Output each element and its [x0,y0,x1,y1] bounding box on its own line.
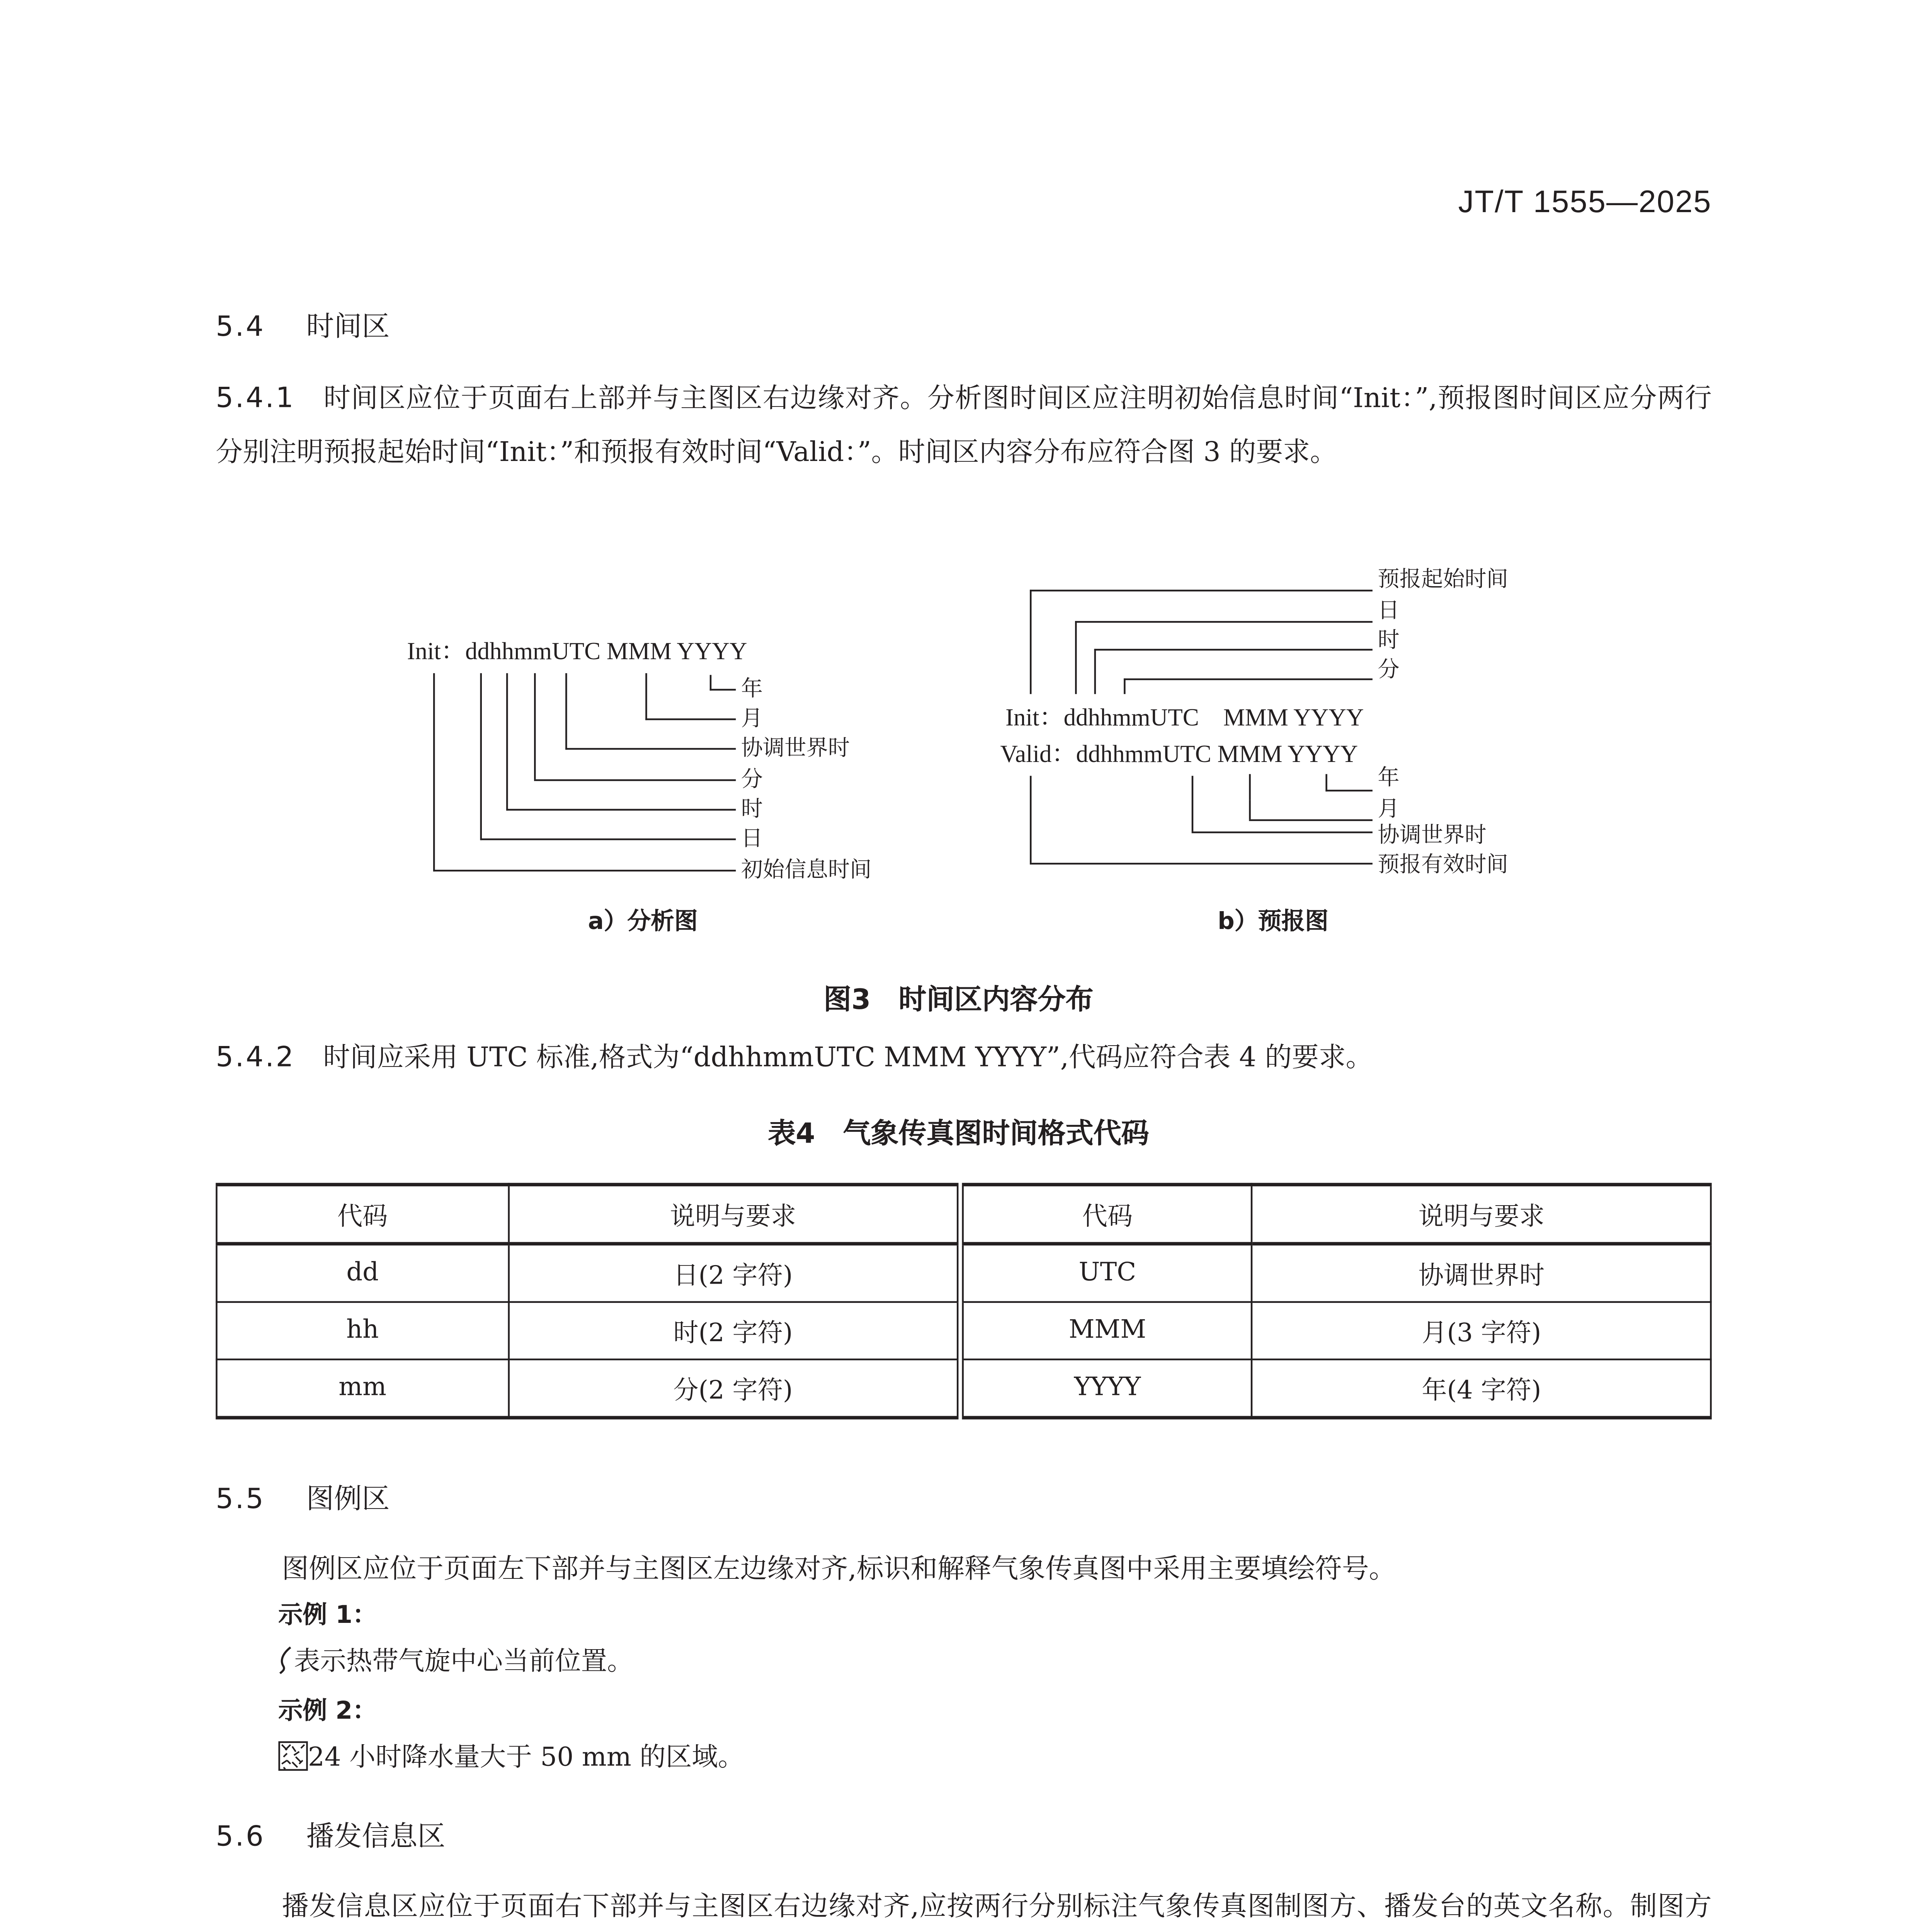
leader-line [1030,590,1373,592]
leader-line [433,870,736,872]
leader-line [710,689,736,691]
leader-line [1094,649,1096,694]
label-utc: 协调世界时 [1378,821,1487,847]
label-day: 日 [741,824,763,851]
label-day: 日 [1378,597,1400,623]
leader-line [565,748,736,750]
table-cell: 分(2 字符) [509,1359,960,1418]
figure-3a-analysis-diagram [400,626,957,887]
leader-line [1030,863,1373,865]
leader-line [1030,776,1032,863]
label-forecast-start-time: 预报起始时间 [1378,565,1509,592]
example-2-text: 24 小时降水量大于 50 mm 的区域。 [308,1741,744,1773]
table-cell: MMM [960,1302,1252,1360]
header-cell: 说明与要求 [509,1185,960,1244]
section-5-6-text: 播发信息区应位于页面右下部并与主图区右边缘对齐,应按两行分别标注气象传真图制图方、播发台的英文名称。制图方 [282,1891,1712,1922]
leader-line [1325,774,1327,791]
leader-line [1124,679,1373,680]
leader-line [480,838,736,840]
leader-line [1124,679,1126,694]
section-5-5-heading [216,1477,390,1517]
example-2 [278,1738,744,1778]
valid-format-line: Valid：ddhhmmUTC MMM YYYY [1000,743,1358,769]
header-cell: 代码 [960,1185,1252,1244]
label-forecast-valid-time: 预报有效时间 [1378,850,1509,877]
clause-5-4-1 [216,371,1712,480]
header-cell: 说明与要求 [1252,1185,1711,1244]
table-cell: 月(3 字符) [1252,1302,1711,1360]
label-month: 月 [741,704,763,731]
label-initial-info-time: 初始信息时间 [741,855,872,882]
leader-line [1030,590,1032,694]
label-hour: 时 [1378,626,1400,653]
example-2-label: 示例 2： [278,1697,377,1726]
leader-line [1249,819,1373,821]
leader-line [645,673,647,720]
figure-3b-subcaption: b）预报图 [1218,908,1328,936]
leader-line [506,673,508,811]
table-header-row [216,1185,1711,1244]
init-format-line: Init：ddhhmmUTC MMM YYYY [1005,706,1364,733]
label-utc: 协调世界时 [741,734,850,760]
table-row [216,1244,1711,1302]
section-5-5-text: 图例区应位于页面左下部并与主图区左边缘对齐,标识和解释气象传真图中采用主要填绘符号。 [282,1553,1396,1585]
table-cell: UTC [960,1244,1252,1302]
leader-line [534,779,736,781]
leader-line [1249,800,1251,820]
section-title: 图例区 [306,1482,390,1515]
clause-text: 时间区应位于页面右上部并与主图区右边缘对齐。分析图时间区应注明初始信息时间“Init：”,预报图时间区应分两行分别注明预报起始时间“Init：”和预报有效时间“Valid：”。时间区内容分布应符合图 3 的要求。 [216,383,1712,468]
table-4-time-format-codes [216,1183,1712,1419]
init-format-line: Init：ddhhmmUTC MMM YYYY [407,640,747,667]
leader-line [1075,621,1077,694]
leader-line [1075,621,1373,623]
leader-line [1094,649,1373,651]
tropical-cyclone-icon [278,1646,294,1682]
table-cell: 时(2 字符) [509,1302,960,1360]
label-hour: 时 [741,795,763,821]
section-number: 5.4 [216,310,265,343]
table-cell: 日(2 字符) [509,1244,960,1302]
table-row [216,1359,1711,1418]
figure-3-caption: 图3 时间区内容分布 [823,983,1094,1016]
leader-line [506,809,736,811]
section-number: 5.6 [216,1819,265,1853]
leader-line [1192,776,1194,832]
label-year: 年 [741,675,763,701]
document-id-header: JT/T 1555—2025 [1458,184,1712,219]
leader-line [710,675,712,691]
table-cell: 协调世界时 [1252,1244,1711,1302]
example-1-text: 表示热带气旋中心当前位置。 [294,1645,633,1677]
table-cell: YYYY [960,1359,1252,1418]
hatched-precipitation-icon [278,1741,308,1778]
leader-line [1192,832,1373,833]
leader-line [534,673,536,779]
example-1 [278,1642,633,1682]
clause-5-4-2 [216,1030,1712,1085]
section-title: 播发信息区 [306,1819,446,1853]
leader-line [565,673,567,750]
label-minute: 分 [1378,656,1400,682]
header-cell: 代码 [216,1185,508,1244]
label-month: 月 [1378,795,1400,821]
example-1-label: 示例 1： [278,1602,377,1630]
table-cell: 年(4 字符) [1252,1359,1711,1418]
leader-line [433,673,435,871]
label-minute: 分 [741,765,763,792]
figure-3a-subcaption: a）分析图 [588,908,698,936]
figure-3b-forecast-diagram [992,560,1566,891]
clause-number: 5.4.2 [216,1040,296,1073]
leader-line [480,673,482,840]
leader-line [1249,774,1251,800]
section-number: 5.5 [216,1482,265,1515]
leader-line [645,718,736,720]
table-4-caption: 表4 气象传真图时间格式代码 [768,1117,1149,1150]
leader-line [1325,790,1373,792]
section-5-6-heading [216,1814,445,1854]
table-cell: dd [216,1244,508,1302]
table-row [216,1302,1711,1360]
clause-number: 5.4.1 [216,381,296,414]
clause-text: 时间应采用 UTC 标准,格式为“ddhhmmUTC MMM YYYY”,代码应符合表 4 的要求。 [323,1042,1373,1073]
section-title: 时间区 [306,310,390,343]
section-5-4-heading [216,304,390,345]
label-year: 年 [1378,764,1400,790]
table-cell: hh [216,1302,508,1360]
table-cell: mm [216,1359,508,1418]
